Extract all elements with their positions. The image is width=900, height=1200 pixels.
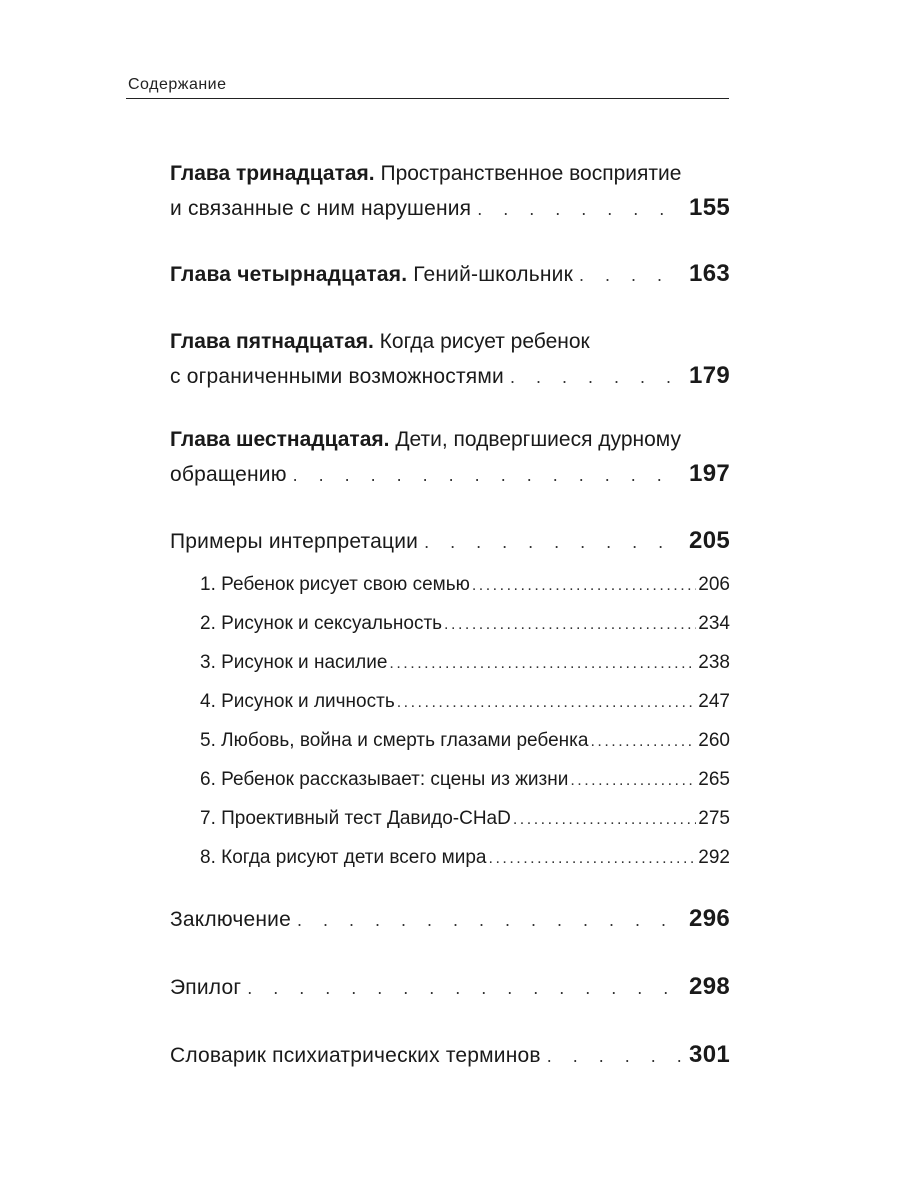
dot-leader <box>247 978 683 999</box>
dot-leader <box>424 532 683 553</box>
examples-page: 205 <box>689 527 730 554</box>
toc-entry-glossary[interactable] <box>170 1041 730 1069</box>
dot-leader <box>477 199 683 220</box>
subentry-page: 234 <box>698 613 730 634</box>
subentry-page: 238 <box>698 652 730 673</box>
dot-leader <box>570 772 696 790</box>
toc-entry-chapter-14[interactable] <box>170 260 730 288</box>
subentry-page: 206 <box>698 574 730 595</box>
subentry-page: 247 <box>698 691 730 712</box>
dot-leader <box>397 694 697 712</box>
toc-subentry-1[interactable] <box>200 574 730 596</box>
running-head: Содержание <box>128 76 227 93</box>
chapter-16-title: Дети, подвергшиеся дурному <box>389 428 681 451</box>
subentry-label: 3. Рисунок и насилие <box>200 652 388 673</box>
toc-entry-chapter-16[interactable] <box>170 428 730 488</box>
subentry-label: 5. Любовь, война и смерть глазами ребенка <box>200 730 589 751</box>
toc-entry-conclusion[interactable] <box>170 905 730 933</box>
dot-leader <box>472 577 696 595</box>
glossary-page: 301 <box>689 1041 730 1068</box>
subentry-label: 7. Проективный тест Давидо-CHaD <box>200 808 511 829</box>
toc-subentry-3[interactable] <box>200 652 730 674</box>
subentry-label: 2. Рисунок и сексуальность <box>200 613 443 634</box>
chapter-13-title: Пространственное восприятие <box>374 162 682 185</box>
subentry-page: 275 <box>698 808 730 829</box>
dot-leader <box>293 465 683 486</box>
subentry-label: 6. Ребенок рассказывает: сцены из жизни <box>200 769 569 790</box>
toc-subentry-8[interactable] <box>200 847 730 869</box>
toc-entry-chapter-15[interactable] <box>170 330 730 390</box>
dot-leader <box>513 811 696 829</box>
chapter-16-title-line <box>170 428 730 452</box>
chapter-14-title: Гений-школьник <box>407 263 573 286</box>
chapter-13-prefix: Глава тринадцатая. <box>170 162 375 185</box>
chapter-15-page: 179 <box>689 362 730 389</box>
chapter-16-page: 197 <box>689 460 730 487</box>
subentry-page: 260 <box>698 730 730 751</box>
chapter-16-title-cont: обращению <box>170 463 287 486</box>
toc-subentry-7[interactable] <box>200 808 730 830</box>
chapter-13-page: 155 <box>689 194 730 221</box>
toc-subentry-5[interactable] <box>200 730 730 752</box>
subentry-page: 265 <box>698 769 730 790</box>
chapter-15-title: Когда рисует ребенок <box>373 330 590 353</box>
chapter-14-prefix: Глава четырнадцатая. <box>170 263 408 286</box>
conclusion-title: Заключение <box>170 908 291 931</box>
toc-entry-epilogue[interactable] <box>170 973 730 1001</box>
dot-leader <box>389 655 696 673</box>
chapter-16-prefix: Глава шестнадцатая. <box>170 428 390 451</box>
dot-leader <box>510 367 683 388</box>
toc-subentry-2[interactable] <box>200 613 730 635</box>
subentry-page: 292 <box>698 847 730 868</box>
dot-leader <box>489 850 697 868</box>
glossary-title: Словарик психиатрических терминов <box>170 1044 541 1067</box>
dot-leader <box>444 616 696 634</box>
toc-entry-examples[interactable] <box>170 527 730 555</box>
toc-subentry-6[interactable] <box>200 769 730 791</box>
conclusion-page: 296 <box>689 905 730 932</box>
toc-entry-chapter-13[interactable] <box>170 162 730 222</box>
subentry-label: 8. Когда рисуют дети всего мира <box>200 847 487 868</box>
examples-title: Примеры интерпретации <box>170 530 419 553</box>
dot-leader <box>590 733 696 751</box>
dot-leader <box>579 265 683 286</box>
chapter-13-title-line <box>170 162 730 186</box>
header-rule <box>126 98 729 99</box>
chapter-15-prefix: Глава пятнадцатая. <box>170 330 374 353</box>
subentry-label: 1. Ребенок рисует свою семью <box>200 574 470 595</box>
subentry-label: 4. Рисунок и личность <box>200 691 395 712</box>
epilogue-title: Эпилог <box>170 976 242 999</box>
epilogue-page: 298 <box>689 973 730 1000</box>
dot-leader <box>547 1046 683 1067</box>
dot-leader <box>297 910 683 931</box>
toc-subentry-4[interactable] <box>200 691 730 713</box>
chapter-14-page: 163 <box>689 260 730 287</box>
chapter-15-title-cont: с ограниченными возможностями <box>170 365 504 388</box>
chapter-13-title-cont: и связанные с ним нарушения <box>170 197 472 220</box>
chapter-15-title-line <box>170 330 730 354</box>
